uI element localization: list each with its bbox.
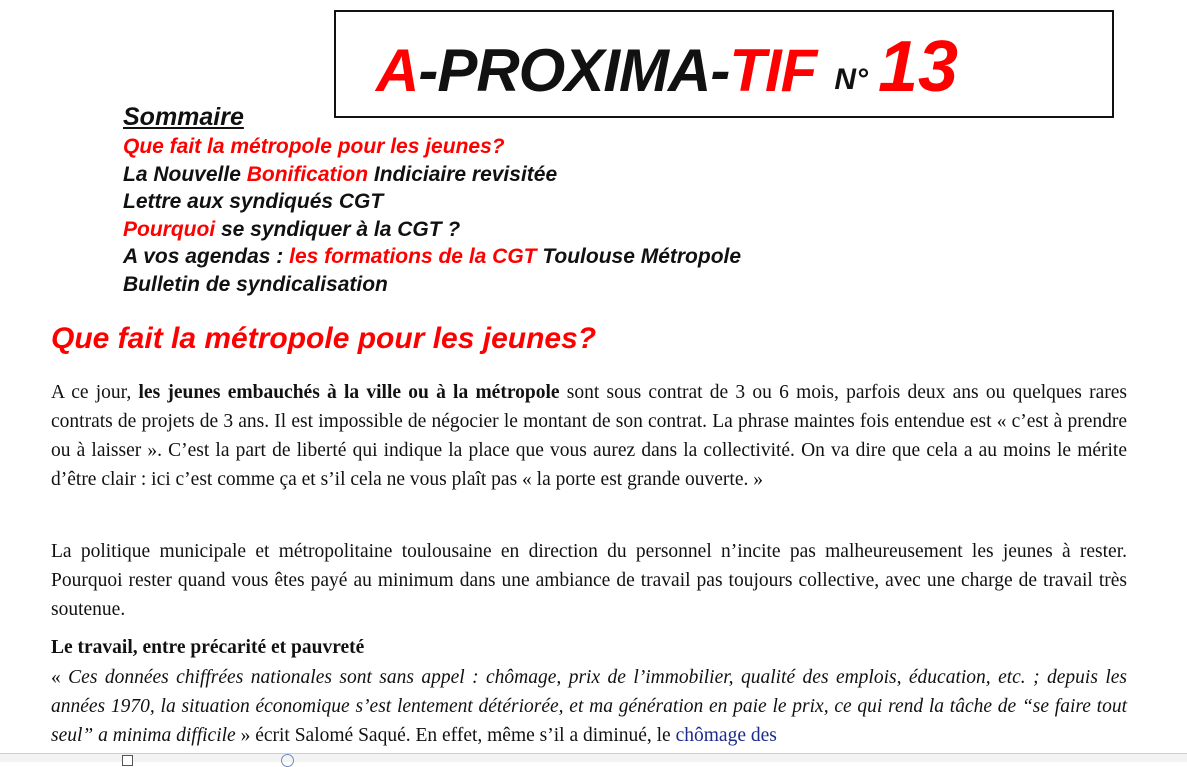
paragraph-2: La politique municipale et métropolitaine toulousaine en direction du personnel n’incite pas malheureusement les jeunes à rester. Pourquoi rester quand vous êtes payé au minimum dans une ambiance de travail pas toujours collective, avec une charge de travail très soutenue. [51,541,1127,620]
toc-text: se syndiquer à la CGT ? [215,217,461,241]
newsletter-title [376,26,958,108]
title-number-sign: N° [834,63,868,96]
toc-text: La Nouvelle [123,162,247,186]
toc-item-lettre: Lettre aux syndiqués CGT [123,190,384,213]
toc-item-agendas [123,243,741,271]
paragraph-1 [51,378,1127,494]
article-heading: Que fait la métropole pour les jeunes? [51,322,597,355]
p1-start: A ce jour, [51,382,139,403]
table-of-contents [123,101,741,298]
quote-close: » écrit Salomé Saqué. En effet, même s’il a diminué, le [235,725,676,746]
toc-item-pourquoi [123,216,741,244]
toc-text-red: les formations de la CGT [289,245,537,268]
quote-open: « [51,667,69,688]
help-icon[interactable] [281,754,294,767]
status-bar [0,753,1187,762]
toc-text: Indiciaire revisitée [368,162,558,186]
toc-item-bulletin: Bulletin de syndicalisation [123,272,388,296]
quote-italic: Ces données chiffrées nationales sont sans appel : chômage, prix de l’immobilier, qualité des emplois, éducation, etc. ; depuis les années 1970, la situation économique s’est lentement détériorée, et ma génération en paie le prix, ce qui rend la tâche de “se faire tout seul” a minima difficile [51,667,1127,746]
title-proxima: -PROXIMA- [418,37,730,104]
chomage-link[interactable]: chômage des [675,725,777,746]
quote-paragraph [51,663,1127,750]
status-checkbox[interactable] [122,755,133,766]
p1-bold: les jeunes embauchés à la ville ou à la métropole [138,382,560,403]
toc-title: Sommaire [123,103,244,131]
title-tif: TIF [729,37,817,104]
toc-text-red: Bonification [246,162,369,186]
toc-text-red: Pourquoi [123,217,216,241]
toc-text: Toulouse Métropole [536,245,742,268]
p1-rest: sont sous contrat de 3 ou 6 mois, parfois deux ans ou quelques rares contrats de projets de 3 ans. Il est impossible de négocier le montant de son contrat. La phrase maintes fois entendue est « c’est à prendre ou à laisser ». C’est la part de liberté qui indique la place que vous aurez dans la collectivité. On va dire que cela a au moins le mérite d’être clair : ici c’est comme ça et s’il cela ne vous plaît pas « la porte est grande ouverte. » [51,382,1127,490]
toc-text: A vos agendas : [123,245,290,268]
subheading: Le travail, entre précarité et pauvreté [51,637,365,658]
title-letter-a: A [376,37,419,104]
toc-item-nbi [123,161,741,189]
issue-number: 13 [877,27,959,107]
toc-item-metropole-jeunes: Que fait la métropole pour les jeunes? [123,135,505,158]
